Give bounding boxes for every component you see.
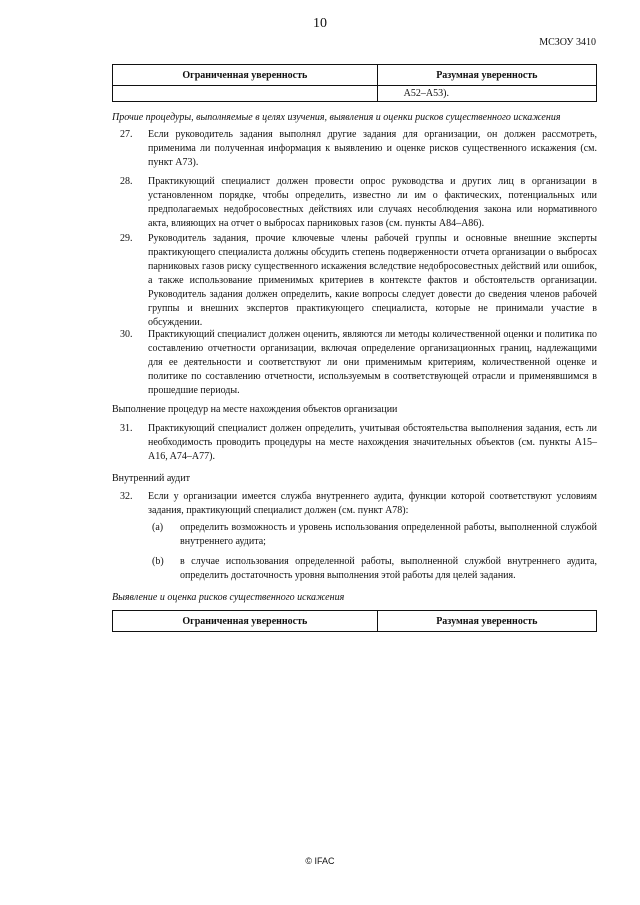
section-heading-internal-audit: Внутренний аудит xyxy=(112,473,190,484)
page-number: 10 xyxy=(313,16,327,31)
paragraph-32 xyxy=(112,490,597,518)
paragraph-number: 28. xyxy=(120,176,133,187)
paragraph-text: Практикующий специалист должен определить, учитывая обстоятельства выполнения задания, есть ли необходимость проводить процедуры на месте нахождения значительных объектов (см. пункты A15–A16, A74–A77). xyxy=(148,423,597,462)
paragraph-number: 29. xyxy=(120,233,133,244)
limited-assurance-header: Ограниченная уверенность xyxy=(113,611,378,632)
subitem-text: определить возможность и уровень использования определенной работы, выполненной службой внутреннего аудита; xyxy=(180,522,597,547)
document-code: МСЗОУ 3410 xyxy=(539,37,596,48)
paragraph-31 xyxy=(112,422,597,464)
subitem-b xyxy=(148,555,597,583)
reasonable-assurance-cell: A52–A53). xyxy=(377,86,596,102)
section-heading-risk-assessment: Выявление и оценка рисков существенного искажения xyxy=(112,592,345,603)
assurance-table-bottom xyxy=(112,610,597,632)
reasonable-assurance-header: Разумная уверенность xyxy=(377,611,596,632)
paragraph-number: 30. xyxy=(120,329,133,340)
paragraph-text: Руководитель задания, прочие ключевые члены рабочей группы и основные внешние эксперты практикующего специалиста должны обсудить степень подверженности отчета организации о выбросах парниковых газов риску существенного искажения вследствие недобросовестных действий или ошибок, а также использование применимых критериев в контексте фактов и обстоятельств организации. Руководитель задания должен определить, какие вопросы следует довести до сведения членов рабочей группы и внешних экспертов практикующего специалиста, которые не принимали участие в обсуждении. xyxy=(148,233,597,328)
paragraph-text: Практикующий специалист должен оценить, являются ли методы количественной оценки и политика по составлению отчетности организации, включая определение организационных границ, надлежащими для ее деятельности и соответствуют ли они применимым критериям, количественной оценке и политике по составлению отчетности, используемым в соответствующей отрасли и применявшимся в прошедшие периоды. xyxy=(148,329,597,396)
limited-assurance-cell xyxy=(113,86,378,102)
paragraph-text: Если у организации имеется служба внутреннего аудита, функции которой соответствуют условиям задания, практикующий специалист должен (см. пункт A78): xyxy=(148,491,597,516)
subitem-a xyxy=(148,521,597,549)
paragraph-text: Практикующий специалист должен провести опрос руководства и других лиц в организации в установленном порядке, чтобы определить, известно ли им о фактических, потенциальных или предполагаемых недобросовестных действиях или случаях несоблюдения закона или нормативного акта, влияющих на отчет о выбросах парниковых газов (см. пункты A84–A86). xyxy=(148,176,597,229)
paragraph-30 xyxy=(112,328,597,398)
footer-copyright: © IFAC xyxy=(305,856,335,866)
subitem-text: в случае использования определенной работы, выполненной службой внутреннего аудита, определить достаточность уровня выполнения этой работы для целей задания. xyxy=(180,556,597,581)
assurance-table-top xyxy=(112,64,597,102)
section-heading-site-visits: Выполнение процедур на месте нахождения объектов организации xyxy=(112,404,398,415)
paragraph-number: 32. xyxy=(120,491,133,502)
paragraph-number: 27. xyxy=(120,129,133,140)
paragraph-text: Если руководитель задания выполнял другие задания для организации, он должен рассмотреть, применима ли полученная информация к выявлению и оценке рисков существенного искажения (см. пункт A73). xyxy=(148,129,597,168)
limited-assurance-header: Ограниченная уверенность xyxy=(113,65,378,86)
paragraph-number: 31. xyxy=(120,423,133,434)
section-heading-other-procedures: Прочие процедуры, выполняемые в целях изучения, выявления и оценки рисков существенного искажения xyxy=(112,112,561,123)
paragraph-28 xyxy=(112,175,597,231)
paragraph-27 xyxy=(112,128,597,170)
subitem-label: (b) xyxy=(152,556,164,567)
reasonable-assurance-header: Разумная уверенность xyxy=(377,65,596,86)
paragraph-29 xyxy=(112,232,597,330)
subitem-label: (a) xyxy=(152,522,164,533)
